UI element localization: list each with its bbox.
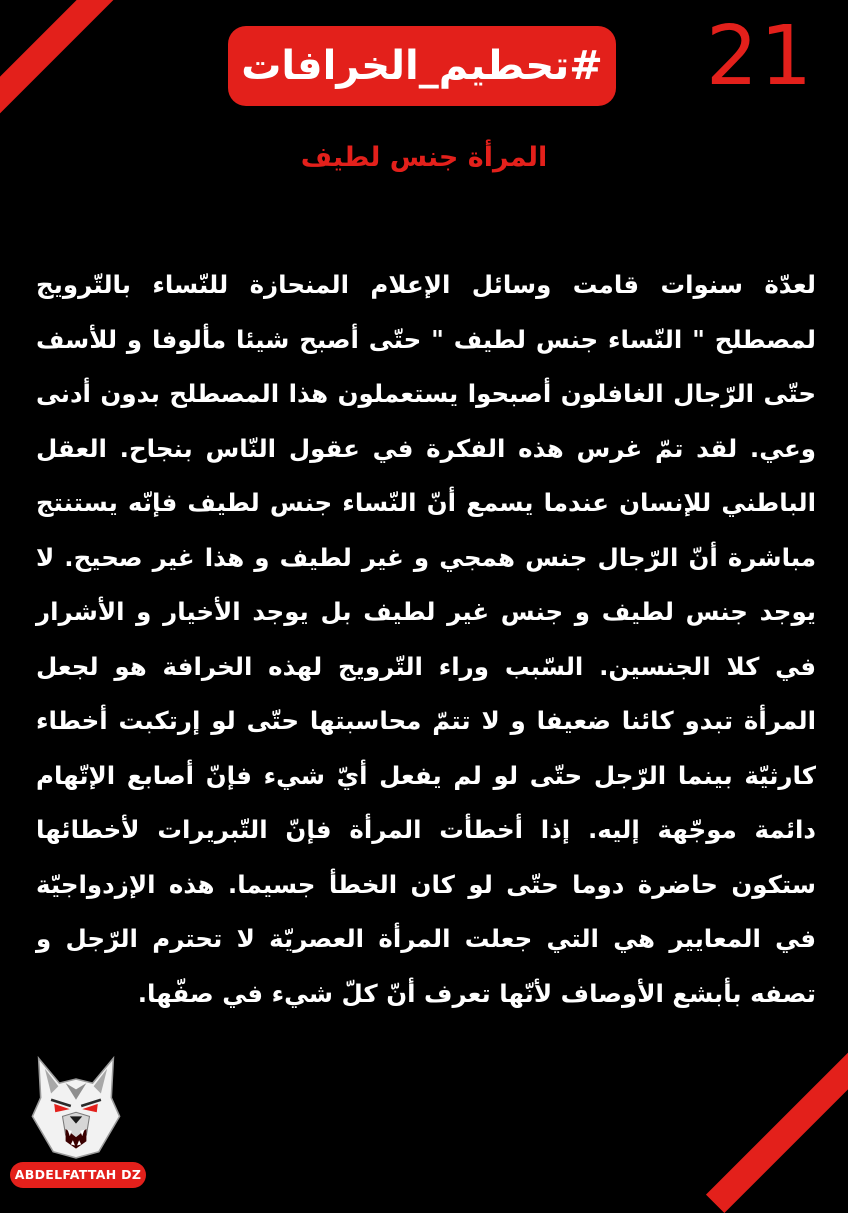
wolf-head-icon xyxy=(24,1052,128,1160)
post-number: 21 xyxy=(705,9,815,104)
subtitle: المرأة جنس لطيف xyxy=(300,142,548,173)
corner-stripe-bottom-right xyxy=(706,1025,848,1213)
brand-name: ABDELFATTAH DZ xyxy=(10,1162,146,1188)
hashtag-banner xyxy=(228,26,616,106)
corner-stripe-top-left xyxy=(0,0,146,137)
brand-logo xyxy=(8,1052,148,1196)
hashtag-title: #تحطيم_الخرافات xyxy=(241,43,603,89)
body-paragraph: لعدّة سنوات قامت وسائل الإعلام المنحازة للنّساء بالتّرويج لمصطلح " النّساء جنس لطيف " حتّى أصبح شيئا مألوفا و للأسف حتّى الرّجال الغافلون أصبحوا يستعملون هذا المصطلح بدون أدنى وعي. لقد تمّ غرس هذه الفكرة في عقول النّاس بنجاح. العقل الباطني للإنسان عندما يسمع أنّ النّساء جنس لطيف فإنّه يستنتج مباشرة أنّ الرّجال جنس همجي و غير لطيف و هذا غير صحيح. لا يوجد جنس لطيف و جنس غير لطيف بل يوجد الأخيار و الأشرار في كلا الجنسين. السّبب وراء التّرويج لهذه الخرافة هو لجعل المرأة تبدو كائنا ضعيفا و لا تتمّ محاسبتها حتّى لو إرتكبت أخطاء كارثيّة بينما الرّجل حتّى لو لم يفعل أيّ شيء فإنّ أصابع الإتّهام دائمة موجّهة إليه. إذا أخطأت المرأة فإنّ التّبريرات لأخطائها ستكون حاضرة دوما حتّى لو كان الخطأ جسيما. هذه الإزدواجيّة في المعايير هي التي جعلت المرأة العصريّة لا تحترم الرّجل و تصفه بأبشع الأوصاف لأنّها تعرف أنّ كلّ شيء في صفّها. xyxy=(36,270,816,1008)
